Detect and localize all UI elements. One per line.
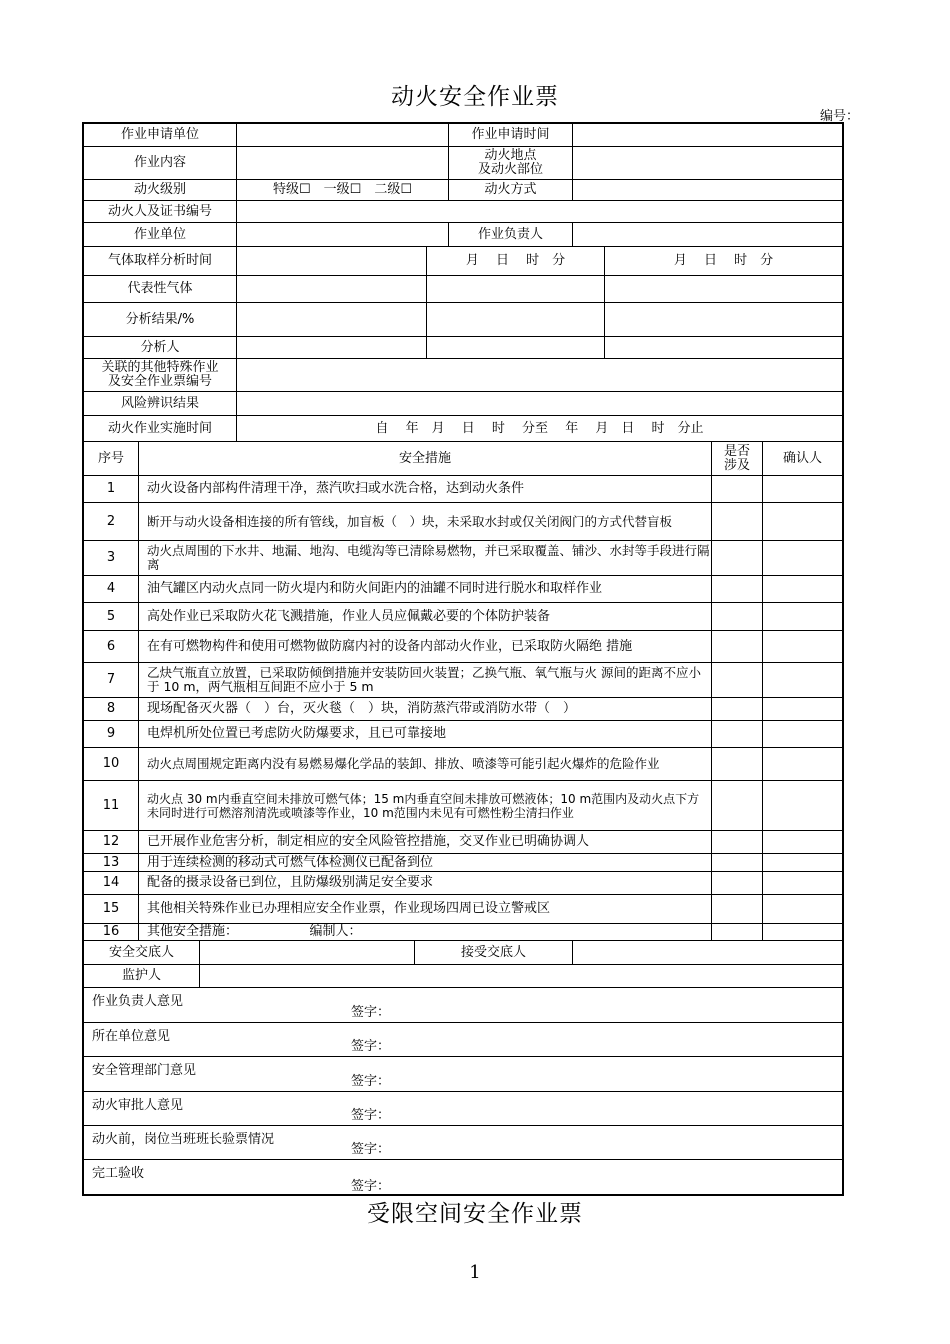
receiver-field[interactable] xyxy=(573,941,842,964)
measure-confirmer-field[interactable] xyxy=(763,854,842,871)
measure-no: 6 xyxy=(84,631,139,662)
opinion-signature: 签字： xyxy=(351,1074,391,1089)
measure-confirmer-field[interactable] xyxy=(763,872,842,894)
measure-confirmer-field[interactable] xyxy=(763,631,842,662)
measure-text: 油气罐区内动火点同一防火堤内和防火间距内的油罐不同时进行脱水和取样作业 xyxy=(139,576,712,602)
measure-confirmer-field[interactable] xyxy=(763,503,842,540)
measure-row xyxy=(84,924,842,941)
row-person-cert xyxy=(84,201,842,223)
measure-row xyxy=(84,503,842,541)
measure-no: 9 xyxy=(84,721,139,747)
measure-involved-field[interactable] xyxy=(712,631,763,662)
gas-rep-field-1[interactable] xyxy=(237,276,427,302)
level-label: 动火级别 xyxy=(84,180,237,200)
measure-text: 动火点 30 m内垂直空间未排放可燃气体；15 m内垂直空间未排放可燃液体；10 m范围内及动火点下方未同时进行可燃溶剂清洗或喷漆等作业，10 m范围内未见有可燃性粉尘清扫作业 xyxy=(139,781,712,830)
row-result xyxy=(84,303,842,337)
measure-row xyxy=(84,748,842,781)
measures-header-involved: 是否 涉及 xyxy=(712,442,763,475)
period-label: 动火作业实施时间 xyxy=(84,416,237,441)
measure-text: 在有可燃物构件和使用可燃物做防腐内衬的设备内部动火作业，已采取防火隔绝 措施 xyxy=(139,631,712,662)
opinion-signature: 签字： xyxy=(351,1039,391,1054)
measure-confirmer-field[interactable] xyxy=(763,721,842,747)
method-field[interactable] xyxy=(573,180,842,200)
risk-label: 风险辨识结果 xyxy=(84,392,237,415)
measure-involved-field[interactable] xyxy=(712,503,763,540)
measures-header-no: 序号 xyxy=(84,442,139,475)
measure-text: 动火点周围的下水井、地漏、地沟、电缆沟等已清除易燃物，并已采取覆盖、铺沙、水封等手段进行隔离 xyxy=(139,541,712,575)
measure-text: 已开展作业危害分析，制定相应的安全风险管控措施，交叉作业已明确协调人 xyxy=(139,831,712,853)
measure-row xyxy=(84,603,842,631)
opinion-signature: 签字： xyxy=(351,1142,391,1157)
measure-no: 15 xyxy=(84,895,139,923)
measure-confirmer-field[interactable] xyxy=(763,895,842,923)
measure-row xyxy=(84,476,842,503)
opinion-label: 安全管理部门意见 xyxy=(92,1063,197,1078)
measure-involved-field[interactable] xyxy=(712,781,763,830)
measure-row xyxy=(84,631,842,663)
measure-confirmer-field[interactable] xyxy=(763,781,842,830)
result-field-3[interactable] xyxy=(605,303,842,336)
measures-header-measure: 安全措施 xyxy=(139,442,712,475)
result-label: 分析结果/% xyxy=(84,303,237,336)
measure-row xyxy=(84,831,842,854)
location-label: 动火地点 及动火部位 xyxy=(449,147,573,179)
related-field[interactable] xyxy=(237,359,842,391)
measures-header xyxy=(84,442,842,476)
row-level xyxy=(84,180,842,201)
measure-text: 用于连续检测的移动式可燃气体检测仪已配备到位 xyxy=(139,854,712,871)
opinion-signature: 签字： xyxy=(351,1005,391,1020)
result-field-1[interactable] xyxy=(237,303,427,336)
next-form-title: 受限空间安全作业票 xyxy=(367,1201,583,1227)
measure-no: 2 xyxy=(84,503,139,540)
measure-confirmer-field[interactable] xyxy=(763,603,842,630)
gas-time-label: 气体取样分析时间 xyxy=(84,247,237,275)
gas-time-field-1[interactable] xyxy=(237,247,427,275)
analyst-field-2[interactable] xyxy=(427,337,605,358)
measure-no: 1 xyxy=(84,476,139,502)
measure-row xyxy=(84,698,842,721)
measure-no: 10 xyxy=(84,748,139,780)
guardian-field[interactable] xyxy=(200,965,842,987)
measures-header-confirmer: 确认人 xyxy=(782,450,822,466)
briefer-field[interactable] xyxy=(200,941,415,964)
responsible-label: 作业负责人 xyxy=(449,223,573,246)
receiver-label: 接受交底人 xyxy=(415,941,573,964)
measure-no: 16 xyxy=(84,924,139,940)
apply-time-label: 作业申请时间 xyxy=(449,124,573,146)
level-options[interactable]: 特级☐ 一级☐ 二级☐ xyxy=(237,180,449,200)
measure-row xyxy=(84,781,842,831)
measure-no: 8 xyxy=(84,698,139,720)
measure-no: 5 xyxy=(84,603,139,630)
measure-confirmer-field[interactable] xyxy=(763,541,842,575)
briefer-label: 安全交底人 xyxy=(84,941,200,964)
row-gas-time xyxy=(84,247,842,276)
measure-no: 12 xyxy=(84,831,139,853)
measure-text: 电焊机所处位置已考虑防火防爆要求，且已可靠接地 xyxy=(139,721,712,747)
measure-no: 14 xyxy=(84,872,139,894)
opinion-label: 所在单位意见 xyxy=(92,1029,171,1044)
measure-involved-field[interactable] xyxy=(712,895,763,923)
serial-number-label: 编号： xyxy=(820,109,860,124)
apply-unit-field[interactable] xyxy=(237,124,449,146)
measure-no: 13 xyxy=(84,854,139,871)
measure-involved-field[interactable] xyxy=(712,541,763,575)
gas-rep-field-2[interactable] xyxy=(427,276,605,302)
row-analyst xyxy=(84,337,842,359)
responsible-field[interactable] xyxy=(573,223,842,246)
person-cert-field[interactable] xyxy=(237,201,842,222)
measure-text: 其他安全措施： 编制人： xyxy=(139,924,712,940)
content-field[interactable] xyxy=(237,147,449,179)
measure-confirmer-field[interactable] xyxy=(763,663,842,697)
measure-confirmer-field[interactable] xyxy=(763,576,842,602)
period-value[interactable]: 自 年 月 日 时 分至 年 月 日 时 分止 xyxy=(375,420,704,436)
measure-confirmer-field[interactable] xyxy=(763,698,842,720)
opinion-row[interactable] xyxy=(84,988,842,1023)
measure-confirmer-field[interactable] xyxy=(763,831,842,853)
measure-involved-field[interactable] xyxy=(712,663,763,697)
row-briefing xyxy=(84,941,842,965)
opinion-signature: 签字： xyxy=(351,1108,391,1123)
opinion-row[interactable] xyxy=(84,1092,842,1126)
analyst-field-1[interactable] xyxy=(237,337,427,358)
apply-unit-label: 作业申请单位 xyxy=(84,124,237,146)
measure-involved-field[interactable] xyxy=(712,924,763,940)
measure-text: 现场配备灭火器（ ）台，灭火毯（ ）块，消防蒸汽带或消防水带（ ） xyxy=(139,698,712,720)
apply-time-field[interactable] xyxy=(573,124,842,146)
measure-involved-field[interactable] xyxy=(712,476,763,502)
measure-row xyxy=(84,895,842,924)
measure-text: 动火设备内部构件清理干净，蒸汽吹扫或水洗合格，达到动火条件 xyxy=(139,476,712,502)
row-guardian xyxy=(84,965,842,988)
measure-involved-field[interactable] xyxy=(712,698,763,720)
location-field[interactable] xyxy=(573,147,842,179)
work-permit-form xyxy=(82,122,844,1196)
measure-involved-field[interactable] xyxy=(712,748,763,780)
measure-row xyxy=(84,872,842,895)
measure-text: 配备的摄录设备已到位，且防爆级别满足安全要求 xyxy=(139,872,712,894)
measure-involved-field[interactable] xyxy=(712,576,763,602)
row-content xyxy=(84,147,842,180)
method-label: 动火方式 xyxy=(449,180,573,200)
page-number: 1 xyxy=(469,1262,481,1283)
form-title: 动火安全作业票 xyxy=(391,84,559,110)
measure-no: 11 xyxy=(84,781,139,830)
guardian-label: 监护人 xyxy=(84,965,200,987)
measure-text: 高处作业已采取防火花飞溅措施，作业人员应佩戴必要的个体防护装备 xyxy=(139,603,712,630)
row-risk xyxy=(84,392,842,416)
analyst-label: 分析人 xyxy=(84,337,237,358)
measure-confirmer-field[interactable] xyxy=(763,476,842,502)
row-apply xyxy=(84,124,842,147)
opinion-label: 动火审批人意见 xyxy=(92,1098,184,1113)
measure-row xyxy=(84,576,842,603)
opinion-row[interactable] xyxy=(84,1160,842,1196)
measure-involved-field[interactable] xyxy=(712,872,763,894)
measure-confirmer-field[interactable] xyxy=(763,924,842,940)
work-unit-field[interactable] xyxy=(237,223,449,246)
opinion-signature: 签字： xyxy=(351,1179,391,1194)
measure-text: 动火点周围规定距离内没有易燃易爆化学品的装卸、排放、喷漆等可能引起火爆炸的危险作业 xyxy=(139,748,712,780)
gas-rep-label: 代表性气体 xyxy=(84,276,237,302)
measure-text: 断开与动火设备相连接的所有管线，加盲板（ ）块，未采取水封或仅关闭阀门的方式代替盲板 xyxy=(139,503,712,540)
measure-confirmer-field[interactable] xyxy=(763,748,842,780)
risk-field[interactable] xyxy=(237,392,842,415)
measure-row xyxy=(84,854,842,872)
opinion-label: 作业负责人意见 xyxy=(92,994,184,1009)
measure-row xyxy=(84,663,842,698)
gas-rep-field-3[interactable] xyxy=(605,276,842,302)
measure-no: 7 xyxy=(84,663,139,697)
opinion-row[interactable] xyxy=(84,1057,842,1092)
measure-no: 3 xyxy=(84,541,139,575)
gas-time-value-1[interactable]: 月 日 时 分 xyxy=(427,247,605,275)
work-unit-label: 作业单位 xyxy=(84,223,237,246)
row-related xyxy=(84,359,842,392)
measure-text: 其他相关特殊作业已办理相应安全作业票，作业现场四周已设立警戒区 xyxy=(139,895,712,923)
opinion-row[interactable] xyxy=(84,1023,842,1057)
gas-time-value-2[interactable]: 月 日 时 分 xyxy=(673,253,774,268)
opinion-label: 动火前，岗位当班班长验票情况 xyxy=(92,1132,275,1147)
row-gas-rep xyxy=(84,276,842,303)
result-field-2[interactable] xyxy=(427,303,605,336)
related-label: 关联的其他特殊作业 及安全作业票编号 xyxy=(84,359,237,391)
analyst-field-3[interactable] xyxy=(605,337,842,358)
content-label: 作业内容 xyxy=(84,147,237,179)
measure-text: 乙炔气瓶直立放置，已采取防倾倒措施并安装防回火装置；乙换气瓶、氧气瓶与火 源间的距离不应小于 10 m，两气瓶相互间距不应小于 5 m xyxy=(139,663,712,697)
measure-involved-field[interactable] xyxy=(712,721,763,747)
person-cert-label: 动火人及证书编号 xyxy=(84,201,237,222)
measure-involved-field[interactable] xyxy=(712,831,763,853)
measure-row xyxy=(84,721,842,748)
row-work-unit xyxy=(84,223,842,247)
measure-involved-field[interactable] xyxy=(712,603,763,630)
opinion-row[interactable] xyxy=(84,1126,842,1160)
measure-no: 4 xyxy=(84,576,139,602)
row-period xyxy=(84,416,842,442)
opinion-label: 完工验收 xyxy=(92,1166,145,1181)
measure-row xyxy=(84,541,842,576)
measure-involved-field[interactable] xyxy=(712,854,763,871)
